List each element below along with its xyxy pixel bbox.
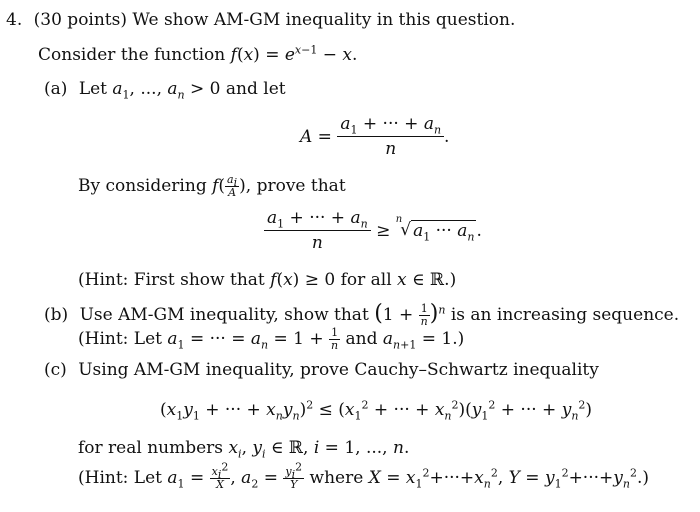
by-considering-text: By considering	[78, 176, 213, 196]
equation-A-fraction: $\frac{a_1 + \cdot\cdot\cdot + a_n}{n}$	[337, 112, 444, 161]
part-a-text-mid: , ...,	[129, 79, 168, 99]
function-definition: f	[230, 45, 237, 65]
part-a-text-post: > 0 and let	[184, 79, 286, 99]
part-a-statement: (a) Let $a_1$, ..., $a_n > 0$ and let	[44, 79, 286, 102]
part-b-text-pre: Use AM-GM inequality, show that	[79, 305, 375, 325]
part-b-hint-post: and	[340, 329, 383, 349]
equation-A-lhs: A	[300, 126, 313, 147]
real-numbers-line: for real numbers $x_i$, $y_i$ ∈ ℝ, i = 1, ..., n.	[78, 438, 410, 461]
part-c-hint-end: .)	[636, 468, 650, 488]
part-b-statement: (b) Use AM-GM inequality, show that (1 + $\frac{1}{n}$ )$^n$ is an increasing sequence.	[44, 301, 680, 328]
part-a-hint: (Hint: First show that f(x) ≥ 0 for all x ∈ ℝ.)	[78, 270, 457, 290]
part-c-hint-pre: (Hint: Let	[78, 468, 168, 488]
question-header	[6, 10, 515, 30]
part-b-text-post: is an increasing sequence.	[445, 305, 680, 325]
am-gm-inequality: $\frac{a_1 + \cdot\cdot\cdot + a_n}{n}$ ≥ n √ $a_1$ ··· $a_n$ .	[264, 206, 482, 255]
part-a-label: (a)	[44, 79, 68, 99]
by-considering-line: By considering f( $\frac{a_i}{A}$ ), prove that	[78, 173, 346, 199]
prove-that-text: , prove that	[245, 176, 346, 196]
equation-A: A = $\frac{a_1 + \cdot\cdot\cdot + a_n}{n}$ .	[300, 114, 450, 159]
am-gm-relation: ≥	[376, 220, 391, 241]
question-number: 4.	[6, 10, 23, 30]
part-b-hint-pre: (Hint: Let	[78, 329, 168, 349]
consider-text: Consider the function	[38, 45, 231, 65]
consider-line: Consider the function $f(x) = e^{x-1} - x$.	[38, 43, 358, 65]
part-c-hint-where: where	[304, 468, 369, 488]
for-real-text: for real numbers	[78, 438, 229, 458]
am-gm-fraction: $\frac{a_1 + \cdot\cdot\cdot + a_n}{n}$	[264, 206, 371, 255]
part-c-label: (c)	[44, 360, 67, 380]
part-c-text: Using AM-GM inequality, prove Cauchy–Schwartz inequality	[78, 360, 599, 380]
part-b-label: (b)	[44, 305, 69, 325]
part-b-hint: (Hint: Let $a_1$ = ··· = $a_n = 1$ + $\frac{1}{n}$ and $a_{n+1} = 1$.)	[78, 326, 465, 352]
part-c-hint: (Hint: Let $a_1$ = $\frac{x_i^2}{X}$ , $a_2$ = $\frac{y_i^2}{Y}$ where $X = x_1^2+\cdot\cdot\cdot+x_n^2$, $Y = y_1^2+\cdot\cdot\cdot+y_n^2$.)	[78, 460, 650, 491]
nth-root: n √ $a_1$ ··· $a_n$	[395, 214, 475, 244]
part-a-text-pre: Let	[78, 79, 113, 99]
question-intro: (30 points) We show AM-GM inequality in this question.	[33, 10, 516, 30]
part-b-hint-end: .)	[452, 329, 465, 349]
part-c-statement	[44, 360, 599, 380]
cauchy-schwartz-inequality: ($x_1y_1$ + ··· + $x_ny_n)^2 \le (x_1^2$ + ··· + $x_n^2)(y_1^2$ + ··· + $y_n^2$)	[160, 398, 593, 423]
